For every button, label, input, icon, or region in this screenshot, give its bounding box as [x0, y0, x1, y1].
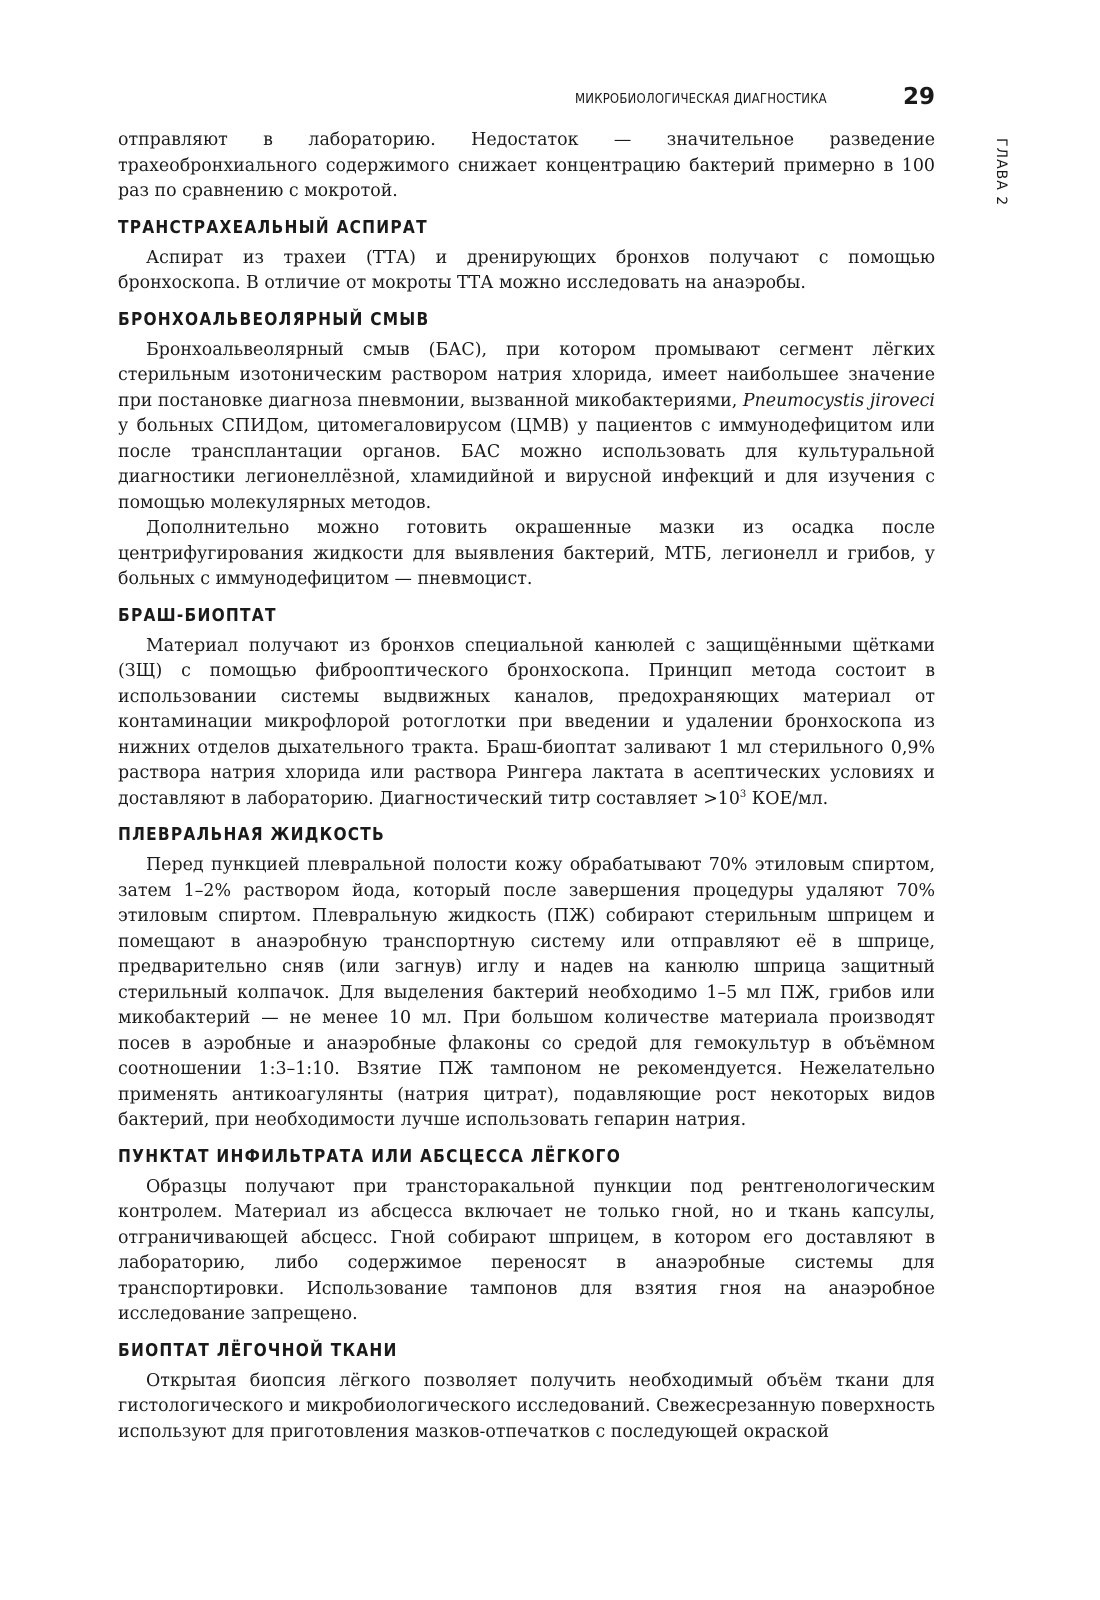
exponent: 3	[739, 788, 747, 800]
section-title-brush: БРАШ-БИОПТАТ	[118, 605, 277, 626]
section-title-biopsy: БИОПТАТ ЛЁГОЧНОЙ ТКАНИ	[118, 1340, 398, 1361]
page-header	[575, 84, 935, 118]
running-title: МИКРОБИОЛОГИЧЕСКАЯ ДИАГНОСТИКА	[575, 92, 827, 107]
paragraph-transtracheal: Аспират из трахеи (ТТА) и дренирующих бронхов получают с помощью бронхоскопа. В отличие от мокроты ТТА можно исследовать на анаэробы.	[118, 247, 935, 293]
text-run: Материал получают из бронхов специальной канюлей с защищёнными щётками (ЗЩ) с помощью фиброоптического бронхоскопа. Принцип метода состоит в использовании системы выдвижных каналов, предохраняющих материал от контаминации микрофлорой ротоглотки при введении и удалении бронхоскопа из нижних отделов дыхательного тракта. Браш-биоптат заливают 1 мл стерильного 0,9% раствора натрия хлорида или раствора Рингера лактата в асептических условиях и доставляют в лабораторию. Диагностический титр составляет >10	[118, 635, 935, 809]
section-title-abscess: ПУНКТАТ ИНФИЛЬТРАТА ИЛИ АБСЦЕССА ЛЁГКОГО	[118, 1146, 622, 1167]
paragraph-bal-2: Дополнительно можно готовить окрашенные мазки из осадка после центрифугирования жидкости для выявления бактерий, МТБ, легионелл и грибов, у больных с иммунодефицитом — пневмоцист.	[118, 518, 935, 589]
section-title-bal: БРОНХОАЛЬВЕОЛЯРНЫЙ СМЫВ	[118, 309, 430, 330]
page-number: 29	[902, 84, 935, 110]
chapter-tab: ГЛАВА 2	[993, 138, 1009, 207]
intro-paragraph: отправляют в лабораторию. Недостаток — значительное разведение трахеобронхиального содержимого снижает концентрацию бактерий примерно в 100 раз по сравнению с мокротой.	[118, 130, 935, 201]
section-title-transtracheal: ТРАНСТРАХЕАЛЬНЫЙ АСПИРАТ	[118, 217, 428, 238]
paragraph-pleural: Перед пункцией плевральной полости кожу обрабатывают 70% этиловым спиртом, затем 1–2% раствором йода, который после завершения процедуры удаляют 70% этиловым спиртом. Плевральную жидкость (ПЖ) собирают стерильным шприцем и помещают в анаэробную транспортную систему или отправляют её в шприце, предварительно сняв (или загнув) иглу и надев на канюлю шприца защитный стерильный колпачок. Для выделения бактерий необходимо 1–5 мл ПЖ, грибов или микобактерий — не менее 10 мл. При большом количестве материала производят посев в аэробные и анаэробные флаконы со средой для гемокультур в объёмном соотношении 1:3–1:10. Взятие ПЖ тампоном не рекомендуется. Нежелательно применять антикоагулянты (натрия цитрат), подавляющие рост некоторых видов бактерий, при необходимости лучше использовать гепарин натрия.	[118, 855, 935, 1130]
paragraph-brush	[118, 634, 935, 813]
text-run: у больных СПИДом, цитомегаловирусом (ЦМВ) у пациентов с иммунодефицитом или после трансплантации органов. БАС можно использовать для культуральной диагностики легионеллёзной, хламидийной и вирусной инфекций и для изучения с помощью молекулярных методов.	[118, 416, 935, 513]
paragraph-biopsy: Открытая биопсия лёгкого позволяет получить необходимый объём ткани для гистологического и микробиологического исследований. Свежесрезанную поверхность используют для приготовления мазков-отпечатков с последующей окраской	[118, 1370, 935, 1442]
species-name: Pneumocystis jiroveci	[742, 390, 935, 411]
text-run: Бронхоальвеолярный смыв (БАС), при котором промывают сегмент лёгких стерильным изотоническим раствором натрия хлорида, имеет наибольшее значение при постановке диагноза пневмонии, вызванной микобактериями,	[118, 339, 935, 411]
section-title-pleural: ПЛЕВРАЛЬНАЯ ЖИДКОСТЬ	[118, 825, 386, 845]
paragraph-bal-1	[118, 338, 935, 517]
paragraph-abscess: Образцы получают при трансторакальной пункции под рентгенологическим контролем. Материал из абсцесса включает не только гной, но и ткань капсулы, отграничивающей абсцесс. Гной собирают шприцем, в котором его доставляют в лабораторию, либо содержимое переносят в анаэробные системы для транспортировки. Использование тампонов для взятия гноя на анаэробное исследование запрещено.	[118, 1176, 935, 1324]
text-run: КОЕ/мл.	[746, 788, 829, 809]
page-body	[118, 128, 935, 1445]
